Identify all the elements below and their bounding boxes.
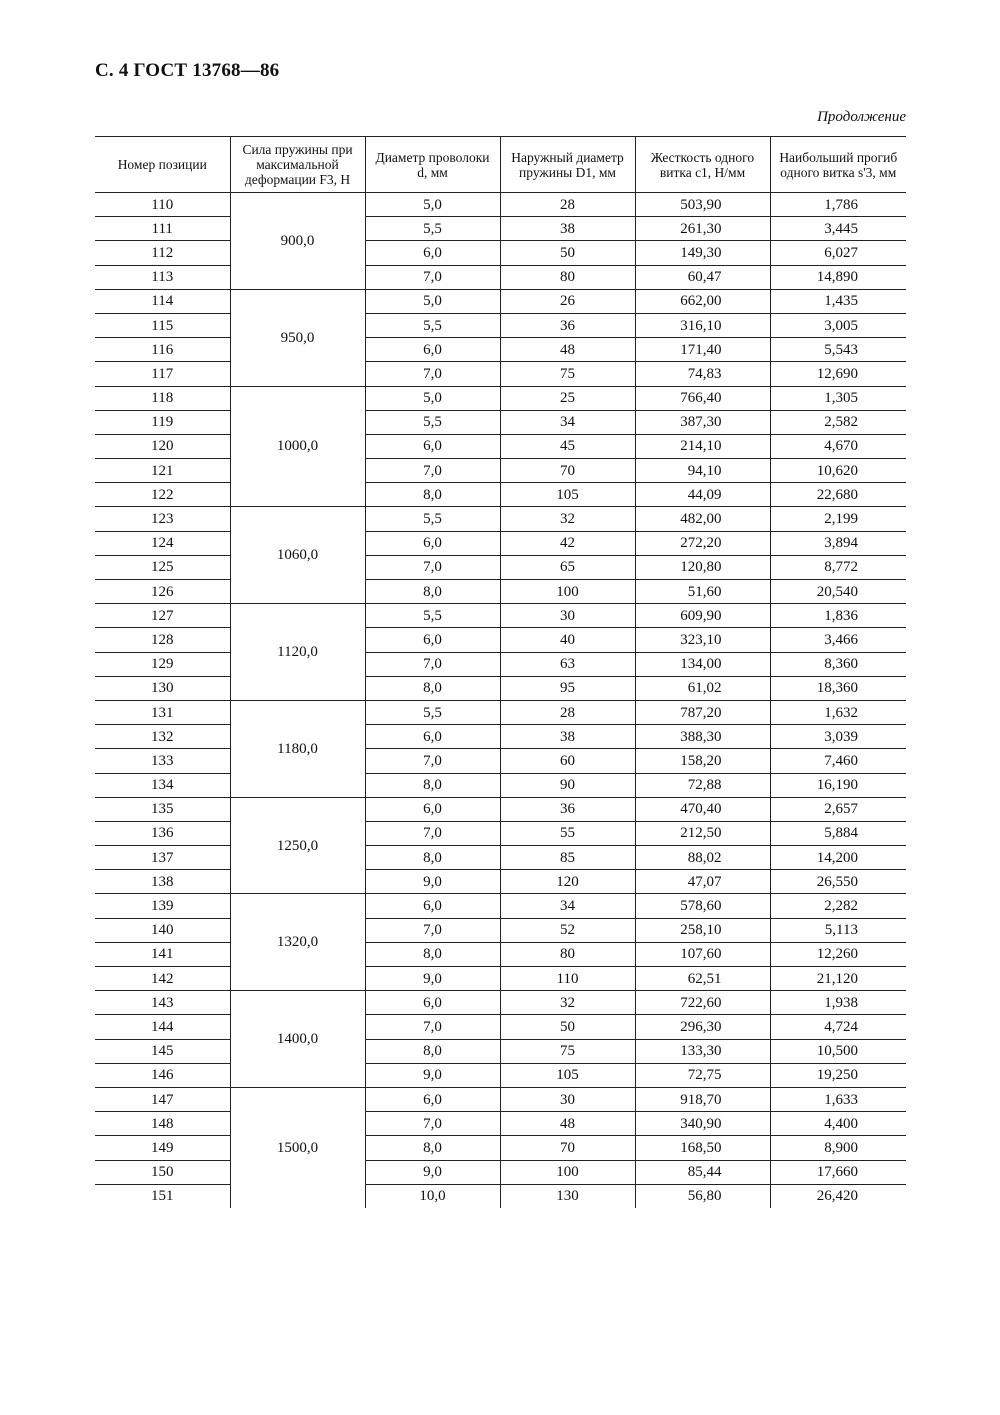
- cell-outer-diameter: 55: [500, 821, 635, 845]
- cell-outer-diameter: 80: [500, 265, 635, 289]
- cell-stiffness: 787,20: [635, 700, 770, 724]
- cell-outer-diameter: 28: [500, 700, 635, 724]
- cell-force: 1000,0: [230, 386, 365, 507]
- cell-stiffness: 134,00: [635, 652, 770, 676]
- cell-outer-diameter: 48: [500, 1112, 635, 1136]
- cell-position: 114: [95, 289, 230, 313]
- cell-stiffness: 258,10: [635, 918, 770, 942]
- cell-outer-diameter: 32: [500, 991, 635, 1015]
- cell-wire-diameter: 7,0: [365, 265, 500, 289]
- table-row: [95, 797, 906, 821]
- table-header-row: [95, 137, 906, 193]
- page-title: С. 4 ГОСТ 13768—86: [95, 60, 280, 81]
- cell-position: 113: [95, 265, 230, 289]
- cell-wire-diameter: 8,0: [365, 580, 500, 604]
- cell-wire-diameter: 7,0: [365, 1112, 500, 1136]
- cell-stiffness: 340,90: [635, 1112, 770, 1136]
- table-row: [95, 580, 906, 604]
- cell-stiffness: 578,60: [635, 894, 770, 918]
- cell-wire-diameter: 6,0: [365, 1087, 500, 1111]
- table-row: [95, 338, 906, 362]
- cell-stiffness: 133,30: [635, 1039, 770, 1063]
- cell-position: 132: [95, 725, 230, 749]
- cell-wire-diameter: 8,0: [365, 1039, 500, 1063]
- cell-position: 146: [95, 1063, 230, 1087]
- table-row: [95, 313, 906, 337]
- cell-wire-diameter: 5,5: [365, 217, 500, 241]
- cell-position: 115: [95, 313, 230, 337]
- cell-position: 126: [95, 580, 230, 604]
- cell-stiffness: 72,75: [635, 1063, 770, 1087]
- cell-wire-diameter: 10,0: [365, 1184, 500, 1208]
- cell-stiffness: 918,70: [635, 1087, 770, 1111]
- column-header-force: Сила пружины при максимальной деформации F3, Н: [230, 137, 365, 193]
- table-row: [95, 289, 906, 313]
- cell-max-deflection: 5,884: [770, 821, 906, 845]
- cell-position: 128: [95, 628, 230, 652]
- cell-position: 136: [95, 821, 230, 845]
- table-row: [95, 410, 906, 434]
- cell-wire-diameter: 7,0: [365, 1015, 500, 1039]
- cell-position: 130: [95, 676, 230, 700]
- cell-outer-diameter: 63: [500, 652, 635, 676]
- cell-position: 142: [95, 967, 230, 991]
- cell-wire-diameter: 5,5: [365, 604, 500, 628]
- table-row: [95, 1112, 906, 1136]
- cell-stiffness: 107,60: [635, 942, 770, 966]
- cell-max-deflection: 12,690: [770, 362, 906, 386]
- table-row: [95, 241, 906, 265]
- table-row: [95, 217, 906, 241]
- cell-wire-diameter: 9,0: [365, 870, 500, 894]
- cell-max-deflection: 2,282: [770, 894, 906, 918]
- cell-wire-diameter: 9,0: [365, 1160, 500, 1184]
- cell-position: 133: [95, 749, 230, 773]
- table-row: [95, 846, 906, 870]
- cell-outer-diameter: 120: [500, 870, 635, 894]
- table-body: [95, 193, 906, 1208]
- cell-position: 137: [95, 846, 230, 870]
- table-row: [95, 1063, 906, 1087]
- cell-max-deflection: 3,005: [770, 313, 906, 337]
- cell-max-deflection: 1,786: [770, 193, 906, 217]
- cell-stiffness: 722,60: [635, 991, 770, 1015]
- cell-position: 149: [95, 1136, 230, 1160]
- cell-stiffness: 766,40: [635, 386, 770, 410]
- cell-position: 135: [95, 797, 230, 821]
- cell-wire-diameter: 6,0: [365, 725, 500, 749]
- cell-outer-diameter: 60: [500, 749, 635, 773]
- cell-outer-diameter: 34: [500, 894, 635, 918]
- cell-outer-diameter: 28: [500, 193, 635, 217]
- cell-outer-diameter: 36: [500, 797, 635, 821]
- cell-position: 125: [95, 555, 230, 579]
- cell-stiffness: 261,30: [635, 217, 770, 241]
- cell-force: 1320,0: [230, 894, 365, 991]
- cell-wire-diameter: 7,0: [365, 749, 500, 773]
- cell-position: 138: [95, 870, 230, 894]
- table-row: [95, 749, 906, 773]
- cell-stiffness: 171,40: [635, 338, 770, 362]
- cell-max-deflection: 1,435: [770, 289, 906, 313]
- cell-wire-diameter: 7,0: [365, 821, 500, 845]
- table-row: [95, 870, 906, 894]
- table-row: [95, 1184, 906, 1208]
- cell-position: 145: [95, 1039, 230, 1063]
- table-row: [95, 507, 906, 531]
- cell-wire-diameter: 8,0: [365, 483, 500, 507]
- cell-max-deflection: 2,582: [770, 410, 906, 434]
- cell-wire-diameter: 8,0: [365, 676, 500, 700]
- cell-max-deflection: 20,540: [770, 580, 906, 604]
- cell-max-deflection: 17,660: [770, 1160, 906, 1184]
- table-row: [95, 1087, 906, 1111]
- cell-force: 900,0: [230, 193, 365, 290]
- cell-outer-diameter: 85: [500, 846, 635, 870]
- column-header-outer-diameter: Наружный диаметр пружины D1, мм: [500, 137, 635, 193]
- cell-wire-diameter: 6,0: [365, 894, 500, 918]
- cell-outer-diameter: 75: [500, 362, 635, 386]
- cell-outer-diameter: 100: [500, 1160, 635, 1184]
- cell-outer-diameter: 70: [500, 1136, 635, 1160]
- cell-stiffness: 482,00: [635, 507, 770, 531]
- cell-wire-diameter: 7,0: [365, 555, 500, 579]
- cell-stiffness: 323,10: [635, 628, 770, 652]
- table-row: [95, 700, 906, 724]
- table-row: [95, 725, 906, 749]
- cell-outer-diameter: 36: [500, 313, 635, 337]
- cell-stiffness: 56,80: [635, 1184, 770, 1208]
- cell-position: 129: [95, 652, 230, 676]
- table-row: [95, 1136, 906, 1160]
- cell-max-deflection: 6,027: [770, 241, 906, 265]
- cell-max-deflection: 4,724: [770, 1015, 906, 1039]
- cell-max-deflection: 12,260: [770, 942, 906, 966]
- cell-max-deflection: 1,836: [770, 604, 906, 628]
- cell-outer-diameter: 95: [500, 676, 635, 700]
- column-header-max-deflection: Наибольший прогиб одного витка s'3, мм: [770, 137, 906, 193]
- table-row: [95, 265, 906, 289]
- cell-stiffness: 470,40: [635, 797, 770, 821]
- table-row: [95, 1160, 906, 1184]
- table-row: [95, 628, 906, 652]
- cell-wire-diameter: 6,0: [365, 628, 500, 652]
- cell-force: 1060,0: [230, 507, 365, 604]
- cell-position: 131: [95, 700, 230, 724]
- cell-stiffness: 88,02: [635, 846, 770, 870]
- table-row: [95, 604, 906, 628]
- continuation-label: Продолжение: [817, 109, 906, 125]
- table-row: [95, 894, 906, 918]
- cell-force: 1180,0: [230, 700, 365, 797]
- cell-position: 124: [95, 531, 230, 555]
- cell-position: 122: [95, 483, 230, 507]
- table-row: [95, 459, 906, 483]
- cell-max-deflection: 1,633: [770, 1087, 906, 1111]
- column-header-position: Номер позиции: [95, 137, 230, 193]
- cell-max-deflection: 3,039: [770, 725, 906, 749]
- cell-max-deflection: 1,938: [770, 991, 906, 1015]
- cell-position: 141: [95, 942, 230, 966]
- cell-stiffness: 609,90: [635, 604, 770, 628]
- cell-wire-diameter: 9,0: [365, 1063, 500, 1087]
- cell-outer-diameter: 105: [500, 483, 635, 507]
- cell-max-deflection: 4,670: [770, 434, 906, 458]
- cell-stiffness: 503,90: [635, 193, 770, 217]
- cell-max-deflection: 14,890: [770, 265, 906, 289]
- cell-position: 112: [95, 241, 230, 265]
- cell-outer-diameter: 80: [500, 942, 635, 966]
- cell-max-deflection: 14,200: [770, 846, 906, 870]
- cell-wire-diameter: 7,0: [365, 918, 500, 942]
- cell-force: 1250,0: [230, 797, 365, 894]
- cell-wire-diameter: 7,0: [365, 362, 500, 386]
- cell-max-deflection: 8,772: [770, 555, 906, 579]
- cell-max-deflection: 10,500: [770, 1039, 906, 1063]
- cell-wire-diameter: 6,0: [365, 991, 500, 1015]
- table-row: [95, 1039, 906, 1063]
- table-row: [95, 918, 906, 942]
- cell-position: 121: [95, 459, 230, 483]
- cell-wire-diameter: 5,0: [365, 386, 500, 410]
- cell-outer-diameter: 50: [500, 1015, 635, 1039]
- cell-stiffness: 272,20: [635, 531, 770, 555]
- cell-outer-diameter: 100: [500, 580, 635, 604]
- cell-wire-diameter: 7,0: [365, 459, 500, 483]
- cell-wire-diameter: 6,0: [365, 797, 500, 821]
- cell-stiffness: 62,51: [635, 967, 770, 991]
- cell-outer-diameter: 32: [500, 507, 635, 531]
- cell-position: 117: [95, 362, 230, 386]
- cell-max-deflection: 2,657: [770, 797, 906, 821]
- cell-position: 118: [95, 386, 230, 410]
- cell-outer-diameter: 38: [500, 217, 635, 241]
- cell-force: 1500,0: [230, 1087, 365, 1207]
- cell-outer-diameter: 105: [500, 1063, 635, 1087]
- cell-stiffness: 72,88: [635, 773, 770, 797]
- table-row: [95, 942, 906, 966]
- cell-stiffness: 51,60: [635, 580, 770, 604]
- cell-wire-diameter: 5,0: [365, 193, 500, 217]
- cell-max-deflection: 10,620: [770, 459, 906, 483]
- cell-stiffness: 120,80: [635, 555, 770, 579]
- cell-stiffness: 44,09: [635, 483, 770, 507]
- cell-wire-diameter: 8,0: [365, 1136, 500, 1160]
- cell-stiffness: 60,47: [635, 265, 770, 289]
- cell-outer-diameter: 75: [500, 1039, 635, 1063]
- cell-position: 144: [95, 1015, 230, 1039]
- cell-max-deflection: 4,400: [770, 1112, 906, 1136]
- cell-position: 151: [95, 1184, 230, 1208]
- cell-max-deflection: 2,199: [770, 507, 906, 531]
- cell-stiffness: 47,07: [635, 870, 770, 894]
- cell-outer-diameter: 30: [500, 1087, 635, 1111]
- cell-outer-diameter: 25: [500, 386, 635, 410]
- cell-max-deflection: 8,360: [770, 652, 906, 676]
- cell-position: 116: [95, 338, 230, 362]
- cell-stiffness: 388,30: [635, 725, 770, 749]
- cell-position: 123: [95, 507, 230, 531]
- cell-max-deflection: 1,305: [770, 386, 906, 410]
- cell-outer-diameter: 40: [500, 628, 635, 652]
- cell-wire-diameter: 8,0: [365, 773, 500, 797]
- column-header-wire-diameter: Диаметр проволоки d, мм: [365, 137, 500, 193]
- cell-max-deflection: 26,550: [770, 870, 906, 894]
- cell-stiffness: 296,30: [635, 1015, 770, 1039]
- cell-force: 1120,0: [230, 604, 365, 701]
- table-row: [95, 676, 906, 700]
- table-row: [95, 362, 906, 386]
- cell-max-deflection: 8,900: [770, 1136, 906, 1160]
- cell-position: 134: [95, 773, 230, 797]
- cell-wire-diameter: 5,5: [365, 410, 500, 434]
- table-row: [95, 967, 906, 991]
- cell-outer-diameter: 90: [500, 773, 635, 797]
- cell-outer-diameter: 48: [500, 338, 635, 362]
- cell-max-deflection: 3,894: [770, 531, 906, 555]
- table-row: [95, 531, 906, 555]
- cell-position: 148: [95, 1112, 230, 1136]
- cell-wire-diameter: 5,5: [365, 700, 500, 724]
- cell-max-deflection: 26,420: [770, 1184, 906, 1208]
- cell-outer-diameter: 42: [500, 531, 635, 555]
- cell-wire-diameter: 7,0: [365, 652, 500, 676]
- cell-stiffness: 168,50: [635, 1136, 770, 1160]
- cell-stiffness: 662,00: [635, 289, 770, 313]
- cell-position: 150: [95, 1160, 230, 1184]
- cell-max-deflection: 19,250: [770, 1063, 906, 1087]
- cell-force: 1400,0: [230, 991, 365, 1088]
- cell-outer-diameter: 30: [500, 604, 635, 628]
- cell-max-deflection: 1,632: [770, 700, 906, 724]
- cell-stiffness: 214,10: [635, 434, 770, 458]
- cell-position: 111: [95, 217, 230, 241]
- cell-wire-diameter: 8,0: [365, 942, 500, 966]
- cell-max-deflection: 5,113: [770, 918, 906, 942]
- cell-max-deflection: 5,543: [770, 338, 906, 362]
- cell-position: 120: [95, 434, 230, 458]
- spring-data-table: [95, 136, 906, 1208]
- table-row: [95, 386, 906, 410]
- cell-max-deflection: 7,460: [770, 749, 906, 773]
- cell-stiffness: 61,02: [635, 676, 770, 700]
- cell-outer-diameter: 50: [500, 241, 635, 265]
- cell-stiffness: 212,50: [635, 821, 770, 845]
- table-row: [95, 821, 906, 845]
- cell-stiffness: 74,83: [635, 362, 770, 386]
- cell-stiffness: 316,10: [635, 313, 770, 337]
- cell-position: 143: [95, 991, 230, 1015]
- cell-stiffness: 387,30: [635, 410, 770, 434]
- column-header-stiffness: Жесткость одного витка c1, Н/мм: [635, 137, 770, 193]
- cell-position: 147: [95, 1087, 230, 1111]
- cell-max-deflection: 21,120: [770, 967, 906, 991]
- cell-outer-diameter: 38: [500, 725, 635, 749]
- cell-position: 140: [95, 918, 230, 942]
- cell-outer-diameter: 45: [500, 434, 635, 458]
- cell-wire-diameter: 6,0: [365, 434, 500, 458]
- cell-stiffness: 85,44: [635, 1160, 770, 1184]
- cell-wire-diameter: 6,0: [365, 531, 500, 555]
- cell-wire-diameter: 5,5: [365, 313, 500, 337]
- cell-position: 119: [95, 410, 230, 434]
- cell-wire-diameter: 9,0: [365, 967, 500, 991]
- cell-max-deflection: 18,360: [770, 676, 906, 700]
- cell-outer-diameter: 65: [500, 555, 635, 579]
- table-row: [95, 555, 906, 579]
- table-row: [95, 483, 906, 507]
- cell-stiffness: 149,30: [635, 241, 770, 265]
- table-row: [95, 434, 906, 458]
- table-row: [95, 1015, 906, 1039]
- cell-wire-diameter: 8,0: [365, 846, 500, 870]
- cell-position: 127: [95, 604, 230, 628]
- cell-wire-diameter: 5,0: [365, 289, 500, 313]
- cell-outer-diameter: 52: [500, 918, 635, 942]
- cell-max-deflection: 16,190: [770, 773, 906, 797]
- cell-wire-diameter: 6,0: [365, 338, 500, 362]
- cell-wire-diameter: 5,5: [365, 507, 500, 531]
- cell-max-deflection: 22,680: [770, 483, 906, 507]
- cell-force: 950,0: [230, 289, 365, 386]
- cell-outer-diameter: 34: [500, 410, 635, 434]
- cell-stiffness: 158,20: [635, 749, 770, 773]
- cell-position: 110: [95, 193, 230, 217]
- table-row: [95, 773, 906, 797]
- cell-outer-diameter: 26: [500, 289, 635, 313]
- cell-outer-diameter: 110: [500, 967, 635, 991]
- cell-stiffness: 94,10: [635, 459, 770, 483]
- table-row: [95, 652, 906, 676]
- cell-max-deflection: 3,466: [770, 628, 906, 652]
- cell-outer-diameter: 130: [500, 1184, 635, 1208]
- cell-position: 139: [95, 894, 230, 918]
- cell-max-deflection: 3,445: [770, 217, 906, 241]
- cell-outer-diameter: 70: [500, 459, 635, 483]
- cell-wire-diameter: 6,0: [365, 241, 500, 265]
- table-row: [95, 991, 906, 1015]
- table-row: [95, 193, 906, 217]
